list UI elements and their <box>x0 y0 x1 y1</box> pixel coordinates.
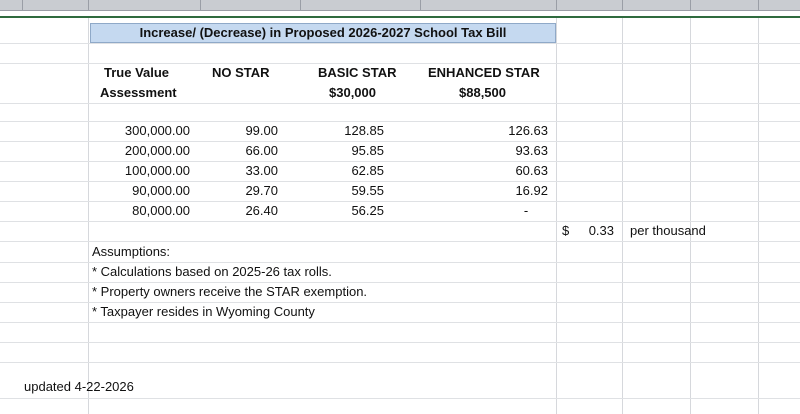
cell-no-star: 33.00 <box>245 163 278 178</box>
gridline-vertical <box>758 18 759 414</box>
cell-assessment: 200,000.00 <box>124 143 190 158</box>
assumption-item: * Calculations based on 2025-26 tax rolls. <box>92 264 332 279</box>
header-assessment: Assessment <box>100 85 177 100</box>
assumption-item: * Taxpayer resides in Wyoming County <box>92 304 315 319</box>
cell-basic-star: 95.85 <box>351 143 384 158</box>
gridline-horizontal <box>0 43 800 44</box>
column-header-divider <box>22 0 23 10</box>
column-header-divider <box>88 0 89 10</box>
rate-value: 0.33 <box>588 223 614 238</box>
rate-currency: $ <box>562 223 570 238</box>
cell-no-star: 29.70 <box>245 183 278 198</box>
table-title: Increase/ (Decrease) in Proposed 2026-2027 School Tax Bill <box>90 23 556 43</box>
gridline-horizontal <box>0 322 800 323</box>
cell-assessment: 100,000.00 <box>124 163 190 178</box>
gridline-horizontal <box>0 398 800 399</box>
header-no-star: NO STAR <box>212 65 270 80</box>
cell-basic-star: 128.85 <box>344 123 384 138</box>
rate-unit: per thousand <box>630 223 706 238</box>
cell-enhanced-star: 16.92 <box>515 183 548 198</box>
header-basic-star: BASIC STAR <box>318 65 397 80</box>
cell-no-star: 66.00 <box>245 143 278 158</box>
cell-no-star: 99.00 <box>245 123 278 138</box>
cell-enhanced-star: 60.63 <box>515 163 548 178</box>
column-header-divider <box>622 0 623 10</box>
gridline-vertical <box>556 18 557 414</box>
assumptions-heading: Assumptions: <box>92 244 171 259</box>
gridline-horizontal <box>0 241 800 242</box>
updated-date: updated 4-22-2026 <box>24 379 134 394</box>
column-header-divider <box>758 0 759 10</box>
gridline-horizontal <box>0 302 800 303</box>
cell-enhanced-star: 93.63 <box>515 143 548 158</box>
gridline-horizontal <box>0 161 800 162</box>
cell-no-star: 26.40 <box>245 203 278 218</box>
cell-assessment: 300,000.00 <box>124 123 190 138</box>
column-header-divider <box>690 0 691 10</box>
cell-basic-star: 62.85 <box>351 163 384 178</box>
cell-assessment: 80,000.00 <box>132 203 190 218</box>
top-border <box>0 16 800 18</box>
header-true-value: True Value <box>104 65 170 80</box>
cell-basic-star: 56.25 <box>351 203 384 218</box>
gridline-horizontal <box>0 181 800 182</box>
assumption-item: * Property owners receive the STAR exemption. <box>92 284 368 299</box>
gridline-horizontal <box>0 121 800 122</box>
gridline-horizontal <box>0 63 800 64</box>
gridline-horizontal <box>0 201 800 202</box>
gridline-horizontal <box>0 141 800 142</box>
column-header-bar <box>0 0 800 11</box>
gridline-horizontal <box>0 342 800 343</box>
gridline-horizontal <box>0 221 800 222</box>
gridline-horizontal <box>0 262 800 263</box>
gridline-horizontal <box>0 362 800 363</box>
cell-enhanced-star: 126.63 <box>508 123 548 138</box>
column-header-divider <box>556 0 557 10</box>
gridline-horizontal <box>0 282 800 283</box>
gridline-vertical <box>88 18 89 414</box>
column-header-divider <box>300 0 301 10</box>
cell-enhanced-star: - <box>523 203 529 218</box>
gridline-vertical <box>690 18 691 414</box>
header-enhanced-star-amount: $88,500 <box>459 85 506 100</box>
header-enhanced-star: ENHANCED STAR <box>428 65 540 80</box>
gridline-vertical <box>622 18 623 414</box>
cell-basic-star: 59.55 <box>351 183 384 198</box>
column-header-divider <box>420 0 421 10</box>
cell-assessment: 90,000.00 <box>132 183 190 198</box>
header-basic-star-amount: $30,000 <box>329 85 376 100</box>
column-header-divider <box>200 0 201 10</box>
gridline-horizontal <box>0 103 800 104</box>
